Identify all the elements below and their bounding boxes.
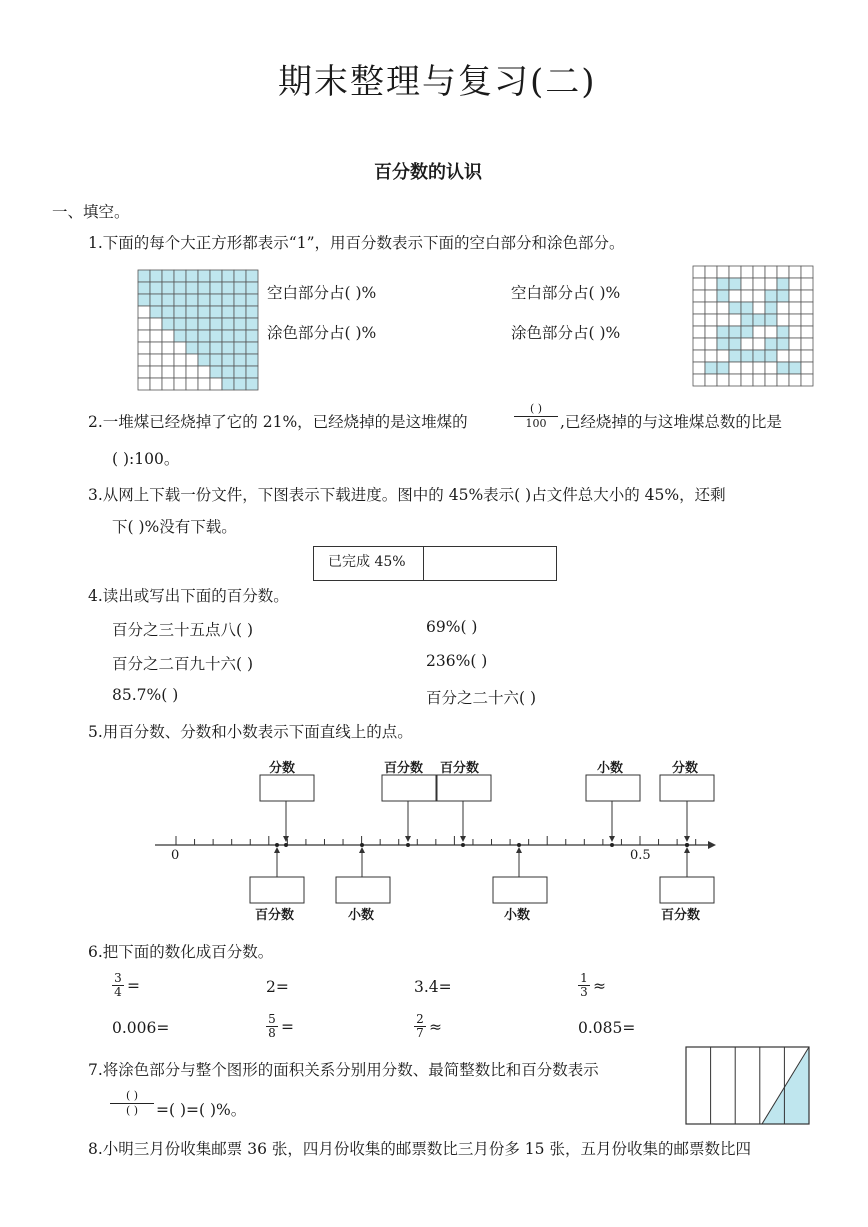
q6-fraction	[266, 1013, 278, 1040]
q6-expr: 2=	[266, 978, 289, 996]
q4-text: 4.读出或写出下面的百分数。	[88, 587, 289, 605]
bottom-label-3: 小数	[504, 908, 531, 923]
q6-frac-num: 2	[416, 1012, 424, 1026]
q2-fraction	[514, 403, 558, 430]
section-heading: 一、填空。	[52, 203, 130, 221]
q3-line2: 下( )%没有下载。	[112, 518, 237, 536]
q5-text: 5.用百分数、分数和小数表示下面直线上的点。	[88, 723, 413, 741]
top-label-2: 百分数	[384, 761, 424, 776]
q1-text: 1.下面的每个大正方形都表示“1”，用百分数表示下面的空白部分和涂色部分。	[88, 234, 625, 252]
q4-item-d: 236%( )	[426, 652, 488, 670]
q2-line1a: 2.一堆煤已经烧掉了它的 21%，已经烧掉的是这堆煤的	[88, 413, 468, 431]
tick-label-0: 0	[171, 848, 180, 863]
q6-frac-num: 3	[114, 971, 122, 985]
q2-frac-num: ( )	[529, 402, 543, 415]
q6-fraction	[414, 1013, 426, 1040]
q7-line1: 7.将涂色部分与整个图形的面积关系分别用分数、最简整数比和百分数表示	[88, 1061, 599, 1079]
q7-line2: =( )=( )%。	[156, 1101, 247, 1119]
q6-text: 6.把下面的数化成百分数。	[88, 943, 274, 961]
progress-label: 已完成 45%	[328, 554, 406, 570]
q4-item-b: 69%( )	[426, 618, 478, 636]
q6-operator: =	[127, 976, 140, 995]
bottom-label-2: 小数	[348, 908, 375, 923]
q4-item-e: 85.7%( )	[112, 686, 179, 704]
top-label-3: 百分数	[440, 761, 480, 776]
q7-frac-num: ( )	[125, 1089, 139, 1102]
q7-figure	[685, 1046, 811, 1126]
q1-shade-left: 涂色部分占( )%	[267, 324, 377, 342]
q6-fraction-expr	[578, 972, 606, 999]
q6-frac-num: 1	[580, 971, 588, 985]
q6-frac-num: 5	[268, 1012, 276, 1026]
q1-shade-right: 涂色部分占( )%	[511, 324, 621, 342]
q1-blank-right: 空白部分占( )%	[511, 284, 621, 302]
top-label-5: 分数	[672, 761, 699, 776]
q4-item-f: 百分之二十六( )	[426, 689, 537, 707]
progress-bar	[313, 546, 557, 581]
q6-operator: ≈	[429, 1017, 442, 1036]
q6-operator: =	[281, 1017, 294, 1036]
q2-line1b: ,已经烧掉的与这堆煤总数的比是	[560, 413, 782, 431]
top-label-1: 分数	[269, 761, 296, 776]
q6-fraction-expr	[414, 1013, 442, 1040]
q4-item-a: 百分之三十五点八( )	[112, 621, 254, 639]
top-label-4: 小数	[597, 761, 624, 776]
q2-frac-den: 100	[525, 417, 547, 430]
section-subtitle: 百分数的认识	[374, 162, 482, 183]
bottom-label-4: 百分数	[661, 908, 701, 923]
tick-label-05: 0.5	[630, 848, 651, 863]
q6-expr: 3.4=	[414, 978, 452, 996]
q4-item-c: 百分之二百九十六( )	[112, 655, 254, 673]
q8-line1: 8.小明三月份收集邮票 36 张，四月份收集的邮票数比三月份多 15 张，五月份收集的邮票数比四	[88, 1140, 751, 1158]
q6-frac-den: 8	[268, 1026, 276, 1040]
q6-fraction-expr	[266, 1013, 294, 1040]
q6-fraction-expr	[112, 972, 140, 999]
bottom-label-1: 百分数	[255, 908, 295, 923]
q6-fraction	[578, 972, 590, 999]
q2-line2: ( ):100。	[112, 450, 180, 468]
q6-frac-den: 7	[416, 1026, 424, 1040]
q7-fraction	[110, 1090, 154, 1117]
q6-operator: ≈	[593, 976, 606, 995]
q7-frac-den: ( )	[125, 1104, 139, 1117]
q3-line1: 3.从网上下载一份文件，下图表示下载进度。图中的 45%表示( )占文件总大小的 45%，还剩	[88, 486, 726, 504]
q6-frac-den: 3	[580, 985, 588, 999]
q1-blank-left: 空白部分占( )%	[267, 284, 377, 302]
page-title: 期末整理与复习(二)	[278, 62, 597, 102]
grid-left	[137, 269, 259, 391]
q6-frac-den: 4	[114, 985, 122, 999]
q6-expr: 0.085=	[578, 1019, 636, 1037]
q6-fraction	[112, 972, 124, 999]
q6-expr: 0.006=	[112, 1019, 170, 1037]
number-line	[0, 750, 868, 930]
grid-right	[692, 265, 814, 387]
